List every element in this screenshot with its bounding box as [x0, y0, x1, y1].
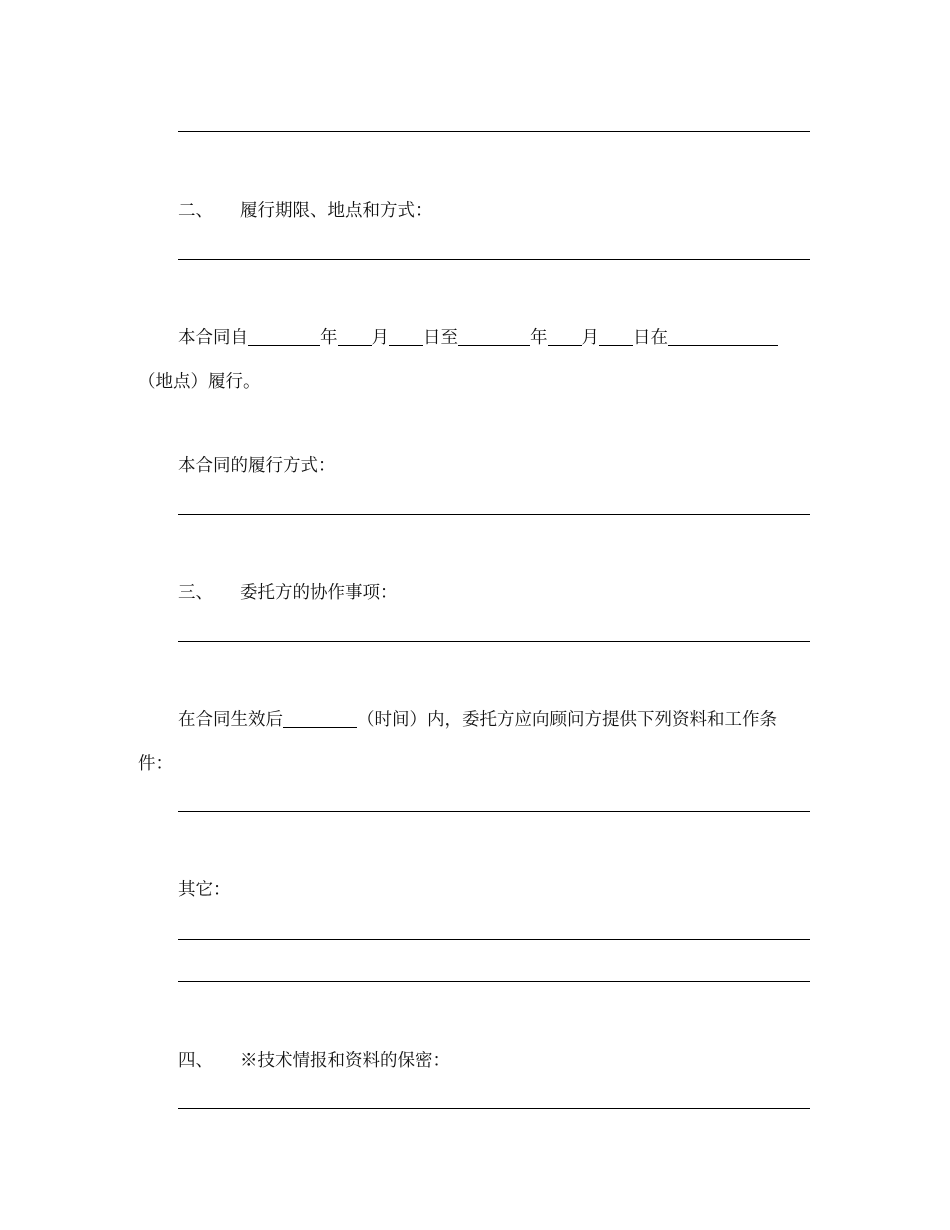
section-four-title: ※技术情报和资料的保密：: [240, 1051, 450, 1071]
time-blank: [283, 709, 357, 728]
start-year-blank: [248, 327, 320, 346]
term-year-2: 年: [530, 328, 548, 348]
section-two-heading: [178, 200, 433, 222]
term-prefix: 本合同自: [178, 328, 248, 348]
method-fill-line: [178, 514, 810, 515]
method-label: 本合同的履行方式：: [178, 456, 336, 476]
other-fill-line-1: [178, 939, 810, 940]
start-month-blank: [338, 327, 372, 346]
section-four-number: 四、: [178, 1051, 213, 1071]
end-day-blank: [599, 327, 633, 346]
term-sentence: [178, 327, 778, 349]
cooperation-sentence: [178, 709, 777, 731]
end-month-blank: [548, 327, 582, 346]
section-two-title: 履行期限、地点和方式：: [240, 201, 433, 221]
term-month-2: 月: [581, 328, 599, 348]
section-three-heading: [178, 582, 398, 604]
section-three-number: 三、: [178, 583, 213, 603]
cooperation-prefix: 在合同生效后: [178, 710, 283, 730]
section-four-fill-line: [178, 1108, 810, 1109]
other-label: 其它：: [178, 880, 231, 900]
section-four-heading: [178, 1050, 450, 1072]
section-two-number: 二、: [178, 201, 213, 221]
start-day-blank: [389, 327, 423, 346]
section-two-fill-line: [178, 259, 810, 260]
term-day-to: 日至: [423, 328, 458, 348]
fill-line-top: [178, 131, 810, 132]
section-three-fill-line: [178, 641, 810, 642]
place-blank: [668, 327, 778, 346]
term-month-1: 月: [371, 328, 389, 348]
other-fill-line-2: [178, 981, 810, 982]
cooperation-continuation: 件：: [138, 754, 173, 774]
term-place-suffix: （地点）履行。: [138, 372, 261, 392]
term-day-at: 日在: [633, 328, 668, 348]
section-three-title: 委托方的协作事项：: [240, 583, 398, 603]
cooperation-fill-line: [178, 811, 810, 812]
end-year-blank: [458, 327, 530, 346]
cooperation-suffix: （时间）内，委托方应向顾问方提供下列资料和工作条: [357, 710, 777, 730]
term-year-1: 年: [320, 328, 338, 348]
